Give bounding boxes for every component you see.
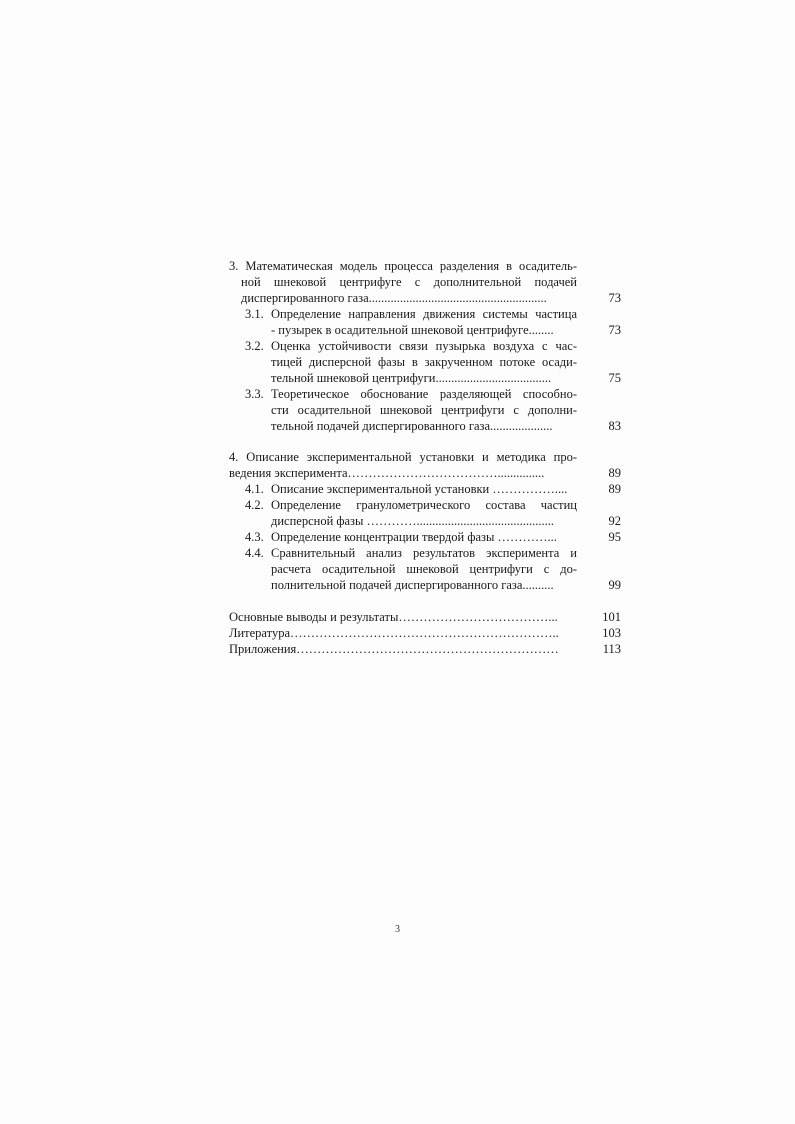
- section-number: 4.2.: [245, 498, 264, 512]
- toc-entry-references[interactable]: [229, 625, 621, 641]
- toc-page-number: 92: [608, 514, 621, 528]
- toc-page-number: 95: [608, 530, 621, 544]
- toc-page-number: 89: [608, 466, 621, 480]
- toc-entry-appendices[interactable]: [229, 641, 621, 657]
- section-number: 3.3.: [245, 387, 264, 401]
- toc-entry-title: Приложения………………………………………………………: [229, 642, 559, 656]
- toc-entry-conclusions[interactable]: [229, 609, 621, 625]
- toc-entry-title: Теоретическое обоснование разделяющей способно- сти осадительной шнековой центрифуги с дополни- тельной подачей диспергированного газа....................: [271, 387, 577, 433]
- toc-entry-title: 3. Математическая модель процесса разделения в осадитель- ной шнековой центрифуге с дополнительной подачей диспергированного газа.........................................................: [229, 259, 577, 305]
- section-number: 3.2.: [245, 339, 264, 353]
- spacer: [229, 593, 621, 609]
- toc-entry-title: Определение гранулометрического состава частиц дисперсной фазы …………............................................: [271, 498, 577, 528]
- toc-entry-title: Описание экспериментальной установки ……………....: [271, 482, 568, 496]
- toc-page-number: 89: [608, 482, 621, 496]
- toc-entry-title: Основные выводы и результаты………………………………...: [229, 610, 558, 624]
- toc-page-number: 83: [608, 419, 621, 433]
- toc-page-number: 103: [602, 626, 621, 640]
- toc-entry-title: Определение концентрации твердой фазы …………...: [271, 530, 557, 544]
- toc-entry-4-1[interactable]: [245, 481, 621, 497]
- toc-page-number: 75: [608, 371, 621, 385]
- toc-entry-title: Литература………………………………………………………..: [229, 626, 559, 640]
- spacer: [229, 434, 621, 449]
- toc-entry-title: 4. Описание экспериментальной установки и методика про- ведения эксперимента………………………………...............: [229, 450, 577, 480]
- toc-entry-title: Определение направления движения системы частица - пузырек в осадительной шнековой центрифуге........: [271, 307, 577, 337]
- toc-entry-chapter-4[interactable]: [229, 449, 621, 481]
- table-of-contents: [229, 258, 621, 657]
- section-number: 4.1.: [245, 482, 264, 496]
- toc-page-number: 73: [608, 323, 621, 337]
- section-number: 4.3.: [245, 530, 264, 544]
- toc-entry-chapter-3[interactable]: [229, 258, 621, 306]
- toc-entry-4-3[interactable]: [245, 529, 621, 545]
- toc-page-number: 113: [602, 642, 621, 656]
- toc-page-number: 73: [608, 291, 621, 305]
- toc-page-number: 101: [602, 610, 621, 624]
- toc-entry-3-3[interactable]: [245, 386, 621, 434]
- toc-entry-3-2[interactable]: [245, 338, 621, 386]
- toc-entry-title: Оценка устойчивости связи пузырька воздуха с час- тицей дисперсной фазы в закрученном потоке осади- тельной шнековой центрифуги.....................................: [271, 339, 577, 385]
- section-number: 3.1.: [245, 307, 264, 321]
- toc-entry-4-2[interactable]: [245, 497, 621, 529]
- toc-entry-3-1[interactable]: [245, 306, 621, 338]
- toc-page-number: 99: [608, 578, 621, 592]
- page-number: 3: [395, 924, 400, 935]
- section-number: 4.4.: [245, 546, 264, 560]
- toc-entry-title: Сравнительный анализ результатов эксперимента и расчета осадительной шнековой центрифуги с до- полнительной подачей диспергированного газа..........: [271, 546, 577, 592]
- toc-entry-4-4[interactable]: [245, 545, 621, 593]
